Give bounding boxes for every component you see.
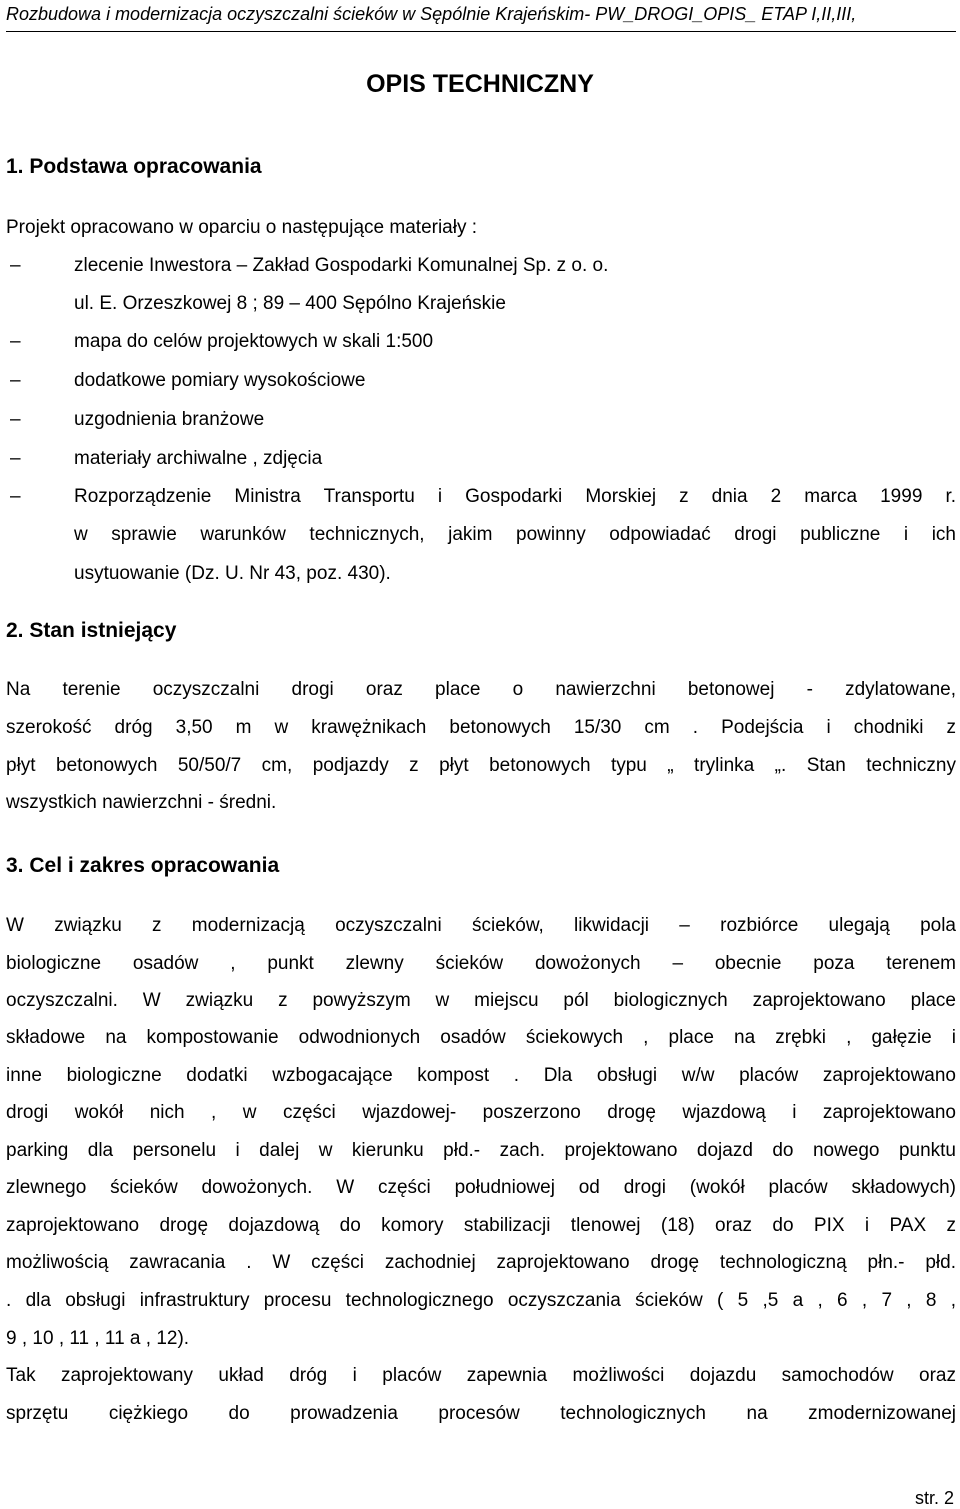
list-item-text: zlecenie Inwestora – Zakład Gospodarki Komunalnej Sp. z o. o. (74, 255, 609, 276)
list-item-text: mapa do celów projektowych w skali 1:500 (74, 331, 434, 352)
paragraph-line: drogi wokół nich , w części wjazdowej- poszerzono drogę wjazdową i zaprojektowano (6, 1102, 956, 1123)
dash-bullet-icon: – (10, 409, 21, 430)
list-item-text: Rozporządzenie Ministra Transportu i Gospodarki Morskiej z dnia 2 marca 1999 r. (74, 486, 956, 507)
dash-bullet-icon: – (10, 486, 21, 507)
dash-bullet-icon: – (10, 331, 21, 352)
section-1-intro: Projekt opracowano w oparciu o następujące materiały : (6, 217, 478, 238)
list-item-text: usytuowanie (Dz. U. Nr 43, poz. 430). (74, 563, 391, 584)
page-number: str. 2 (914, 1488, 954, 1508)
paragraph-line: Na terenie oczyszczalni drogi oraz place o nawierzchni betonowej - zdylatowane, (6, 679, 956, 700)
list-item-text: dodatkowe pomiary wysokościowe (74, 370, 366, 391)
paragraph-line: szerokość dróg 3,50 m w krawężnikach betonowych 15/30 cm . Podejścia i chodniki z (6, 717, 956, 738)
document-title: OPIS TECHNICZNY (366, 70, 594, 98)
list-item-text: materiały archiwalne , zdjęcia (74, 448, 323, 469)
paragraph-line: wszystkich nawierzchni - średni. (6, 792, 277, 813)
paragraph-line: możliwością zawracania . W części zachodniej zaprojektowano drogę technologiczną płn.- płd. (6, 1252, 956, 1273)
paragraph-line: . dla obsługi infrastruktury procesu technologicznego oczyszczania ścieków ( 5 ,5 a , 6 , 7 , 8 , (6, 1290, 956, 1311)
list-item-text: w sprawie warunków technicznych, jakim powinny odpowiadać drogi publiczne i ich (74, 524, 956, 545)
running-header: Rozbudowa i modernizacja oczyszczalni ścieków w Sępólnie Krajeńskim- PW_DROGI_OPIS_ ETAP I,II,III, (6, 3, 956, 32)
paragraph-line: parking dla personelu i dalej w kierunku płd.- zach. projektowano dojazd do nowego punktu (6, 1140, 956, 1161)
paragraph-line: zaprojektowano drogę dojazdową do komory stabilizacji tlenowej (18) oraz do PIX i PAX z (6, 1215, 956, 1236)
paragraph-line: oczyszczalni. W związku z powyższym w miejscu pól biologicznych zaprojektowano place (6, 990, 956, 1011)
dash-bullet-icon: – (10, 370, 21, 391)
paragraph-line: 9 , 10 , 11 , 11 a , 12). (6, 1328, 190, 1349)
paragraph-line: biologiczne osadów , punkt zlewny ścieków dowożonych – obecnie poza terenem (6, 953, 956, 974)
dash-bullet-icon: – (10, 255, 21, 276)
paragraph-line: płyt betonowych 50/50/7 cm, podjazdy z płyt betonowych typu „ trylinka „. Stan techniczny (6, 755, 956, 776)
paragraph-line: sprzętu ciężkiego do prowadzenia procesów technologicznych na zmodernizowanej (6, 1403, 956, 1424)
paragraph-line: składowe na kompostowanie odwodnionych osadów ściekowych , place na zrębki , gałęzie i (6, 1027, 956, 1048)
list-item-text: ul. E. Orzeszkowej 8 ; 89 – 400 Sępólno Krajeńskie (74, 293, 506, 314)
paragraph-line: W związku z modernizacją oczyszczalni ścieków, likwidacji – rozbiórce ulegają pola (6, 915, 956, 936)
section-3-heading: 3. Cel i zakres opracowania (6, 854, 280, 877)
paragraph-line: Tak zaprojektowany układ dróg i placów zapewnia możliwości dojazdu samochodów oraz (6, 1365, 956, 1386)
section-2-heading: 2. Stan istniejący (6, 619, 177, 642)
section-1-heading: 1. Podstawa opracowania (6, 155, 262, 178)
dash-bullet-icon: – (10, 448, 21, 469)
paragraph-line: zlewnego ścieków dowożonych. W części południowej od drogi (wokół placów składowych) (6, 1177, 956, 1198)
list-item-text: uzgodnienia branżowe (74, 409, 265, 430)
paragraph-line: inne biologiczne dodatki wzbogacające kompost . Dla obsługi w/w placów zaprojektowano (6, 1065, 956, 1086)
